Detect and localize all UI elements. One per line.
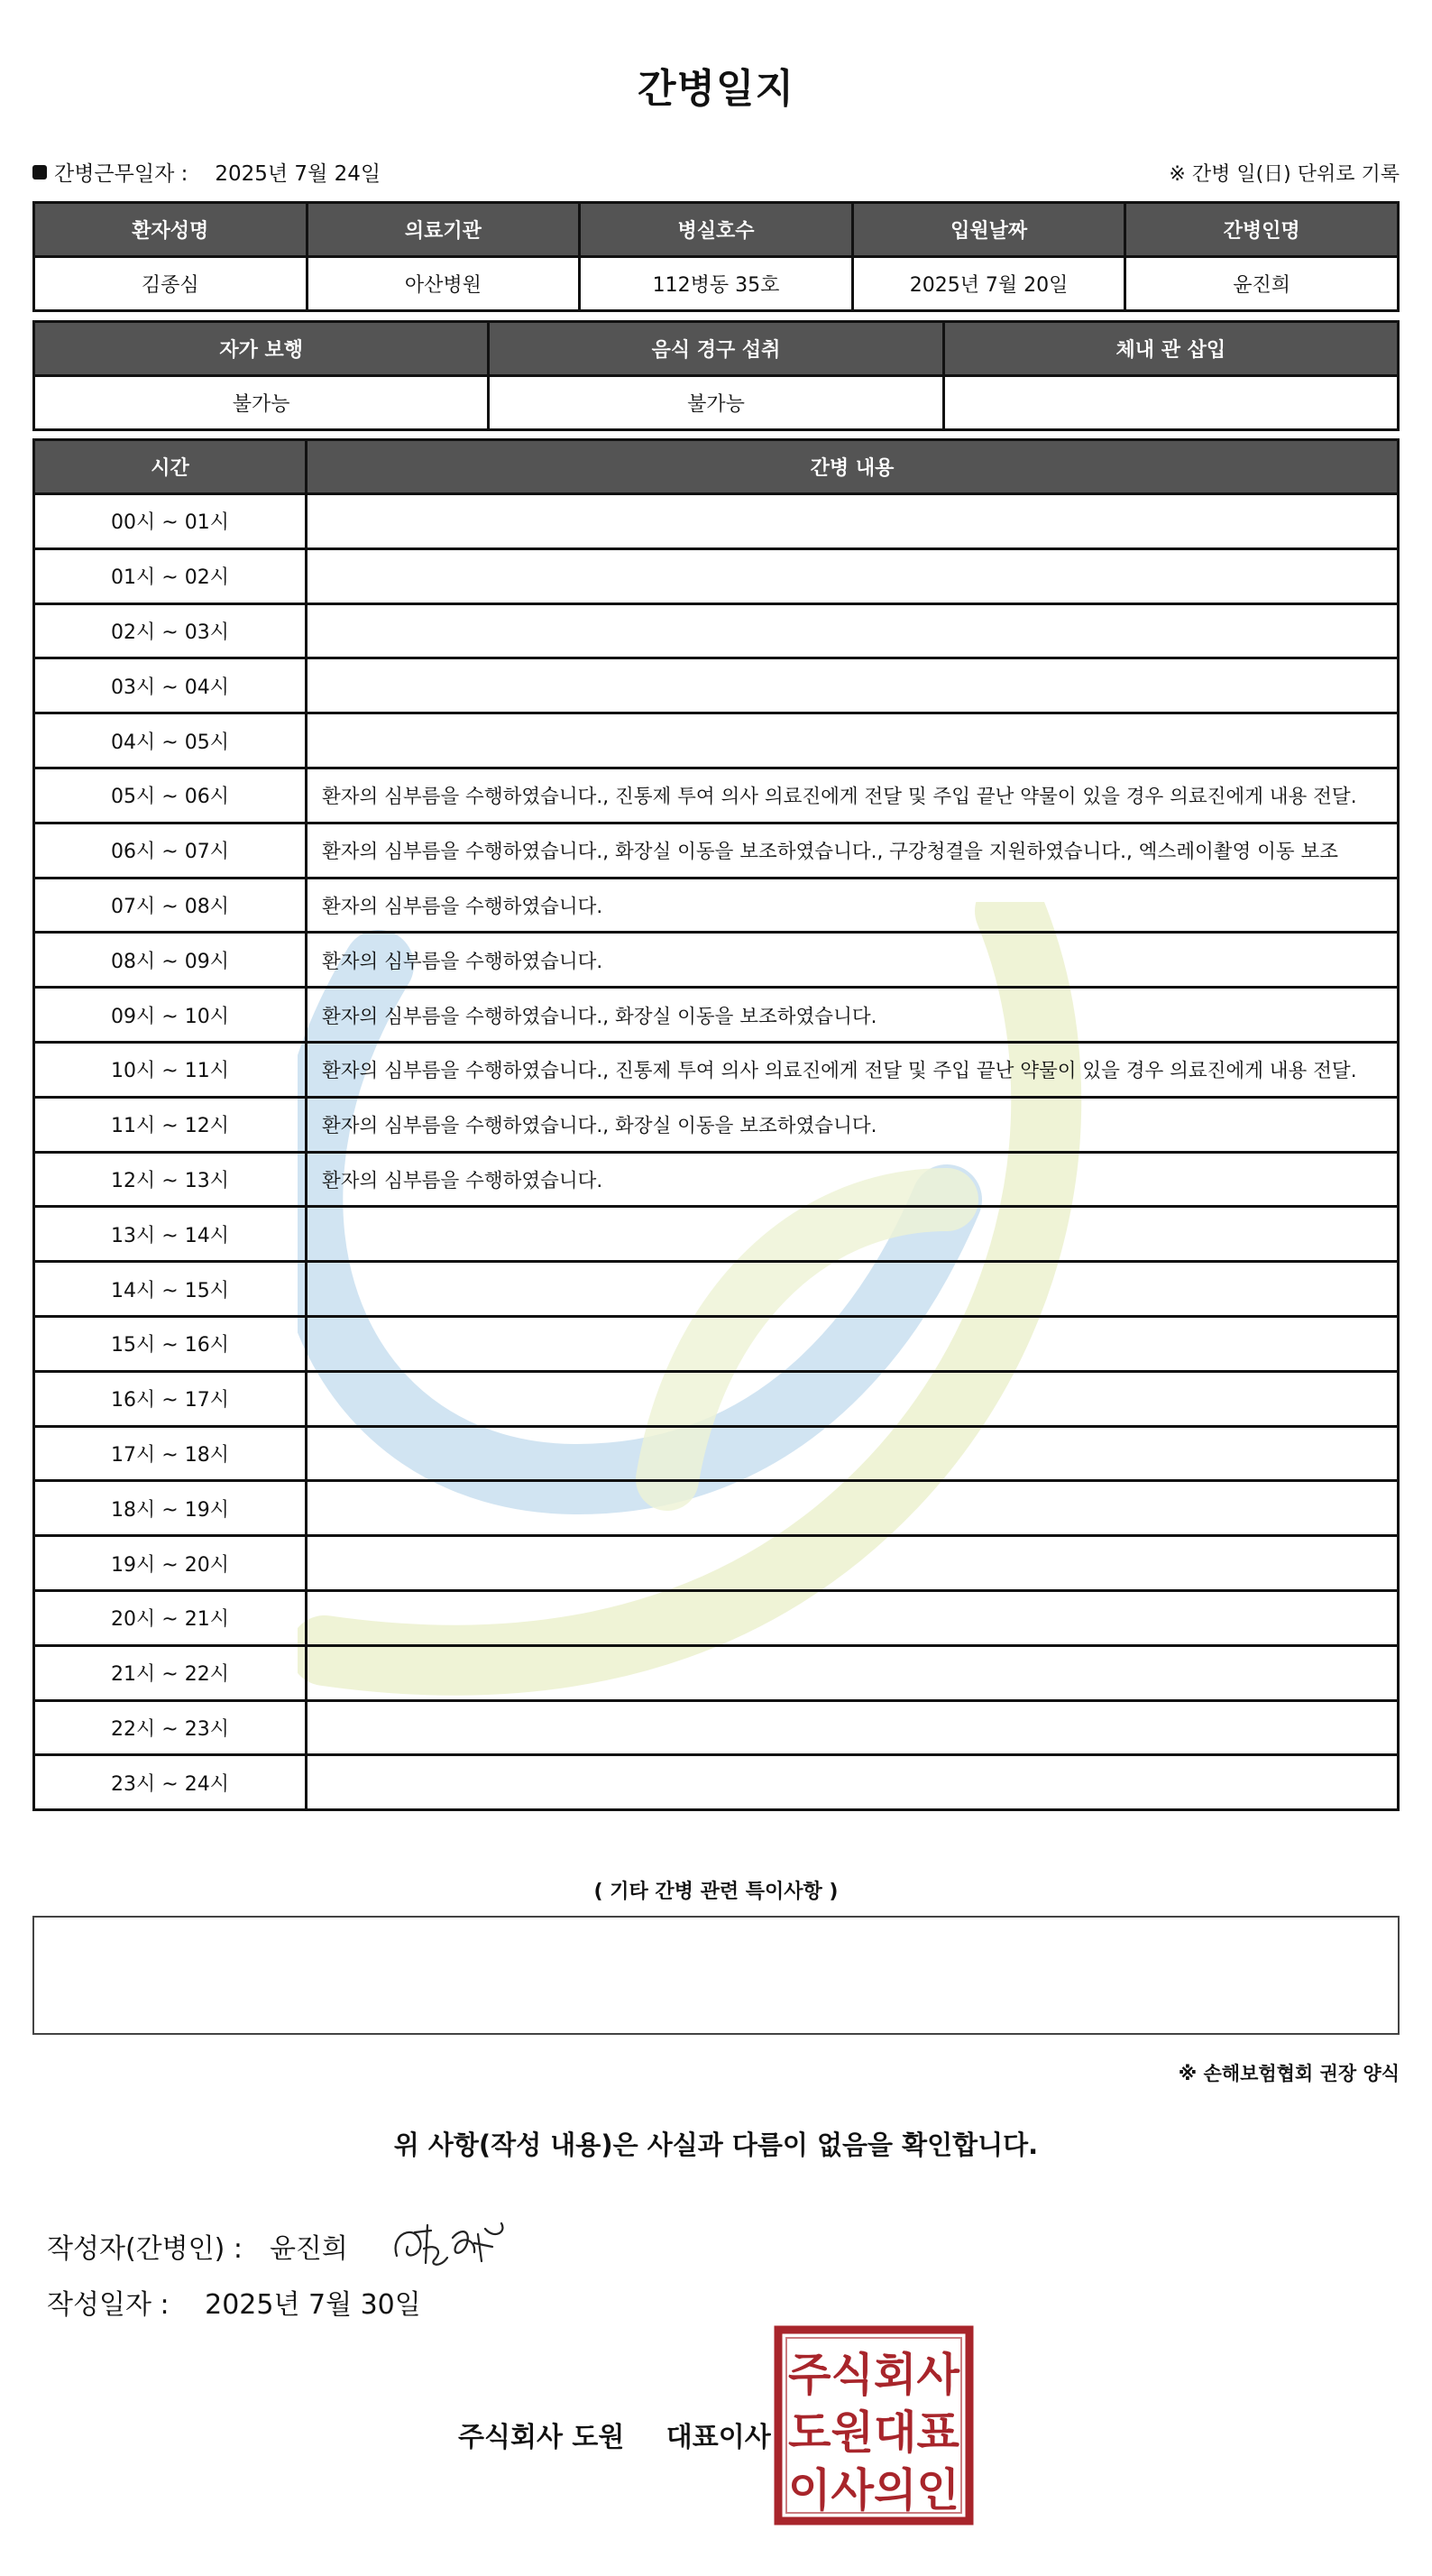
header-care-content: 간병 내용	[307, 440, 1399, 494]
care-content	[307, 1700, 1399, 1755]
table-row	[34, 1481, 1399, 1536]
care-content	[307, 658, 1399, 713]
time-slot: 11시 ~ 12시	[34, 1097, 307, 1152]
time-slot: 20시 ~ 21시	[34, 1590, 307, 1645]
table-row	[34, 1426, 1399, 1481]
header-patient-name: 환자성명	[34, 203, 308, 257]
time-slot: 22시 ~ 23시	[34, 1700, 307, 1755]
self-walking-value: 불가능	[34, 376, 489, 430]
table-row	[34, 1700, 1399, 1755]
time-slot: 15시 ~ 16시	[34, 1316, 307, 1371]
time-slot: 04시 ~ 05시	[34, 713, 307, 768]
table-row	[34, 1152, 1399, 1207]
table-row	[34, 1207, 1399, 1262]
written-date-value: 2025년 7월 30일	[205, 2289, 421, 2321]
header-admission-date: 입원날짜	[852, 203, 1125, 257]
time-slot: 12시 ~ 13시	[34, 1152, 307, 1207]
form-note: ※ 손해보험협회 권장 양식	[1178, 2063, 1400, 2084]
care-content	[307, 1481, 1399, 1536]
caregiver-name: 윤진희	[1125, 257, 1399, 311]
company-line	[458, 2415, 771, 2454]
time-slot: 14시 ~ 15시	[34, 1262, 307, 1317]
bullet-icon	[32, 165, 47, 179]
table-row	[34, 933, 1399, 988]
table-row	[34, 1590, 1399, 1645]
time-slot: 01시 ~ 02시	[34, 548, 307, 603]
time-slot: 16시 ~ 17시	[34, 1371, 307, 1426]
table-row	[34, 823, 1399, 878]
header-oral-intake: 음식 경구 섭취	[489, 322, 943, 376]
time-slot: 02시 ~ 03시	[34, 603, 307, 658]
table-row	[34, 1042, 1399, 1097]
care-content: 환자의 심부름을 수행하였습니다., 진통제 투여 의사 의료진에게 전달 및 주입 끝난 약물이 있을 경우 의료진에게 내용 전달.	[307, 768, 1399, 823]
patient-name: 김종심	[34, 257, 308, 311]
work-date	[32, 157, 381, 187]
header-hospital: 의료기관	[307, 203, 580, 257]
care-content	[307, 548, 1399, 603]
patient-status-table	[32, 320, 1400, 431]
time-slot: 08시 ~ 09시	[34, 933, 307, 988]
time-slot: 19시 ~ 20시	[34, 1536, 307, 1591]
table-row	[34, 658, 1399, 713]
handwritten-signature	[388, 2216, 523, 2276]
table-header-row	[34, 322, 1399, 376]
record-note: ※ 간병 일(日) 단위로 기록	[1169, 163, 1400, 186]
confirmation-statement: 위 사항(작성 내용)은 사실과 다름이 없음을 확인합니다.	[393, 2130, 1039, 2160]
time-slot: 23시 ~ 24시	[34, 1755, 307, 1810]
care-content: 환자의 심부름을 수행하였습니다.	[307, 933, 1399, 988]
written-date-label: 작성일자 :	[47, 2289, 170, 2321]
header-self-walking: 자가 보행	[34, 322, 489, 376]
table-row	[34, 1536, 1399, 1591]
time-slot: 21시 ~ 22시	[34, 1645, 307, 1700]
document-title: 간병일지	[637, 66, 794, 112]
written-date	[47, 2282, 421, 2322]
time-slot: 17시 ~ 18시	[34, 1426, 307, 1481]
time-slot: 10시 ~ 11시	[34, 1042, 307, 1097]
time-slot: 00시 ~ 01시	[34, 494, 307, 549]
table-row	[34, 878, 1399, 933]
table-row	[34, 1097, 1399, 1152]
tube-insertion-value	[943, 376, 1398, 430]
admission-date: 2025년 7월 20일	[852, 257, 1125, 311]
care-content	[307, 1262, 1399, 1317]
patient-info-table	[32, 201, 1400, 312]
care-content	[307, 1316, 1399, 1371]
time-slot: 09시 ~ 10시	[34, 988, 307, 1043]
care-content	[307, 603, 1399, 658]
table-row	[34, 1316, 1399, 1371]
table-row	[34, 603, 1399, 658]
work-date-value: 2025년 7월 24일	[215, 162, 381, 186]
table-header-row	[34, 440, 1399, 494]
table-header-row	[34, 203, 1399, 257]
writer-line	[47, 2216, 523, 2276]
table-row	[34, 1755, 1399, 1810]
care-log-table	[32, 438, 1400, 1811]
table-row	[34, 713, 1399, 768]
care-content: 환자의 심부름을 수행하였습니다., 화장실 이동을 보조하였습니다.	[307, 988, 1399, 1043]
table-row	[34, 494, 1399, 549]
header-caregiver-name: 간병인명	[1125, 203, 1399, 257]
header-time: 시간	[34, 440, 307, 494]
care-content: 환자의 심부름을 수행하였습니다.	[307, 1152, 1399, 1207]
header-tube-insertion: 체내 관 삽입	[943, 322, 1398, 376]
care-content	[307, 1426, 1399, 1481]
care-content	[307, 1755, 1399, 1810]
time-slot: 05시 ~ 06시	[34, 768, 307, 823]
special-notes-box	[32, 1916, 1400, 2035]
table-row	[34, 257, 1399, 311]
care-content	[307, 1645, 1399, 1700]
company-name: 주식회사 도원	[458, 2422, 625, 2453]
time-slot: 07시 ~ 08시	[34, 878, 307, 933]
time-slot: 06시 ~ 07시	[34, 823, 307, 878]
company-seal-stamp	[774, 2325, 974, 2525]
care-content	[307, 1207, 1399, 1262]
writer-name: 윤진희	[269, 2233, 348, 2265]
care-content: 환자의 심부름을 수행하였습니다., 화장실 이동을 보조하였습니다.	[307, 1097, 1399, 1152]
hospital: 아산병원	[307, 257, 580, 311]
care-content	[307, 1590, 1399, 1645]
care-content	[307, 1536, 1399, 1591]
room-number: 112병동 35호	[580, 257, 853, 311]
table-row	[34, 548, 1399, 603]
time-slot: 03시 ~ 04시	[34, 658, 307, 713]
special-notes-label: ( 기타 간병 관련 특이사항 )	[593, 1881, 839, 1903]
care-content	[307, 1371, 1399, 1426]
table-row	[34, 376, 1399, 430]
care-content: 환자의 심부름을 수행하였습니다.	[307, 878, 1399, 933]
work-date-label: 간병근무일자 :	[54, 162, 188, 186]
svg-text:도원대표: 도원대표	[788, 2406, 960, 2459]
care-content	[307, 494, 1399, 549]
svg-text:이사의인: 이사의인	[788, 2464, 959, 2516]
table-row	[34, 1645, 1399, 1700]
header-room: 병실호수	[580, 203, 853, 257]
table-row	[34, 1371, 1399, 1426]
table-row	[34, 1262, 1399, 1317]
time-slot: 13시 ~ 14시	[34, 1207, 307, 1262]
company-role: 대표이사	[666, 2422, 771, 2453]
table-row	[34, 768, 1399, 823]
svg-text:주식회사: 주식회사	[788, 2349, 960, 2401]
care-content: 환자의 심부름을 수행하였습니다., 진통제 투여 의사 의료진에게 전달 및 주입 끝난 약물이 있을 경우 의료진에게 내용 전달.	[307, 1042, 1399, 1097]
oral-intake-value: 불가능	[489, 376, 943, 430]
writer-label: 작성자(간병인) :	[47, 2233, 243, 2265]
care-content	[307, 713, 1399, 768]
time-slot: 18시 ~ 19시	[34, 1481, 307, 1536]
care-content: 환자의 심부름을 수행하였습니다., 화장실 이동을 보조하였습니다., 구강청결을 지원하였습니다., 엑스레이촬영 이동 보조	[307, 823, 1399, 878]
table-row	[34, 988, 1399, 1043]
